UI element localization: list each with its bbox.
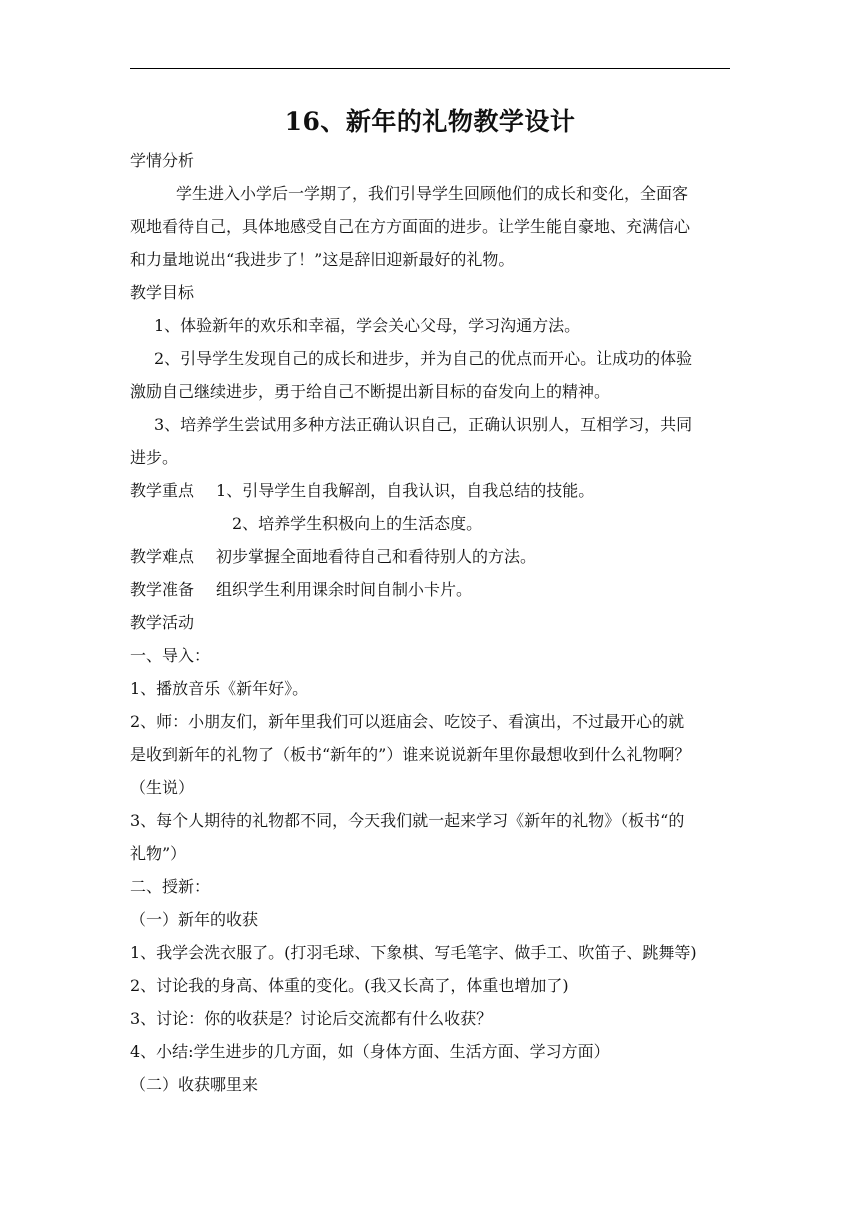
activity-line: 是收到新年的礼物了（板书“新年的”）谁来说说新年里你最想收到什么礼物啊？	[130, 745, 691, 764]
activity-line: 礼物”）	[130, 844, 187, 863]
section-heading: 二、授新：	[130, 877, 211, 896]
activity-line: 3、讨论：你的收获是？讨论后交流都有什么收获？	[130, 1009, 493, 1028]
activity-line: 1、播放音乐《新年好》。	[130, 679, 309, 698]
activity-line: 2、师：小朋友们，新年里我们可以逛庙会、吃饺子、看演出，不过最开心的就	[130, 712, 685, 731]
document-title: 16、新年的礼物教学设计	[284, 107, 576, 136]
heading-teaching-goals: 教学目标	[130, 283, 195, 302]
goal-line: 1、体验新年的欢乐和幸福，学会关心父母，学习沟通方法。	[154, 316, 581, 335]
heading-student-analysis: 学情分析	[130, 151, 195, 170]
goal-line: 激励自己继续进步，勇于给自己不断提出新目标的奋发向上的精神。	[130, 382, 611, 401]
heading-preparation: 教学准备	[130, 580, 195, 599]
goal-line: 3、培养学生尝试用多种方法正确认识自己，正确认识别人，互相学习，共同	[154, 415, 693, 434]
activity-line: 4、小结:学生进步的几方面，如（身体方面、生活方面、学习方面）	[130, 1042, 610, 1061]
key-points-row	[130, 474, 730, 507]
paragraph-line: 和力量地说出“我进步了！”这是辞旧迎新最好的礼物。	[130, 250, 515, 269]
heading-key-points: 教学重点	[130, 481, 195, 500]
activity-line: 2、讨论我的身高、体重的变化。(我又长高了，体重也增加了)	[130, 976, 569, 995]
preparation-row	[130, 573, 730, 606]
paragraph-line: 观地看待自己，具体地感受自己在方方面面的进步。让学生能自豪地、充满信心	[130, 217, 691, 236]
subsection-heading: （二）收获哪里来	[130, 1075, 259, 1094]
goal-line: 2、引导学生发现自己的成长和进步，并为自己的优点而开心。让成功的体验	[154, 349, 693, 368]
key-point-line: 2、培养学生积极向上的生活态度。	[232, 514, 483, 533]
activity-line: 1、我学会洗衣服了。(打羽毛球、下象棋、写毛笔字、做手工、吹笛子、跳舞等)	[130, 943, 697, 962]
section-heading: 一、导入：	[130, 646, 211, 665]
heading-activities: 教学活动	[130, 613, 195, 632]
subsection-heading: （一）新年的收获	[130, 910, 259, 929]
preparation-text: 组织学生利用课余时间自制小卡片。	[216, 580, 473, 599]
key-point-text: 1、引导学生自我解剖，自我认识，自我总结的技能。	[216, 481, 595, 500]
paragraph-line: 学生进入小学后一学期了，我们引导学生回顾他们的成长和变化，全面客	[176, 184, 689, 203]
activity-line: 3、每个人期待的礼物都不同，今天我们就一起来学习《新年的礼物》（板书“的	[130, 811, 685, 830]
heading-difficulty: 教学难点	[130, 547, 195, 566]
difficulty-row	[130, 540, 730, 573]
header-rule	[130, 68, 730, 69]
document-body	[130, 144, 730, 1101]
difficulty-text: 初步掌握全面地看待自己和看待别人的方法。	[216, 547, 537, 566]
goal-line: 进步。	[130, 448, 179, 467]
activity-line: （生说）	[130, 778, 195, 797]
